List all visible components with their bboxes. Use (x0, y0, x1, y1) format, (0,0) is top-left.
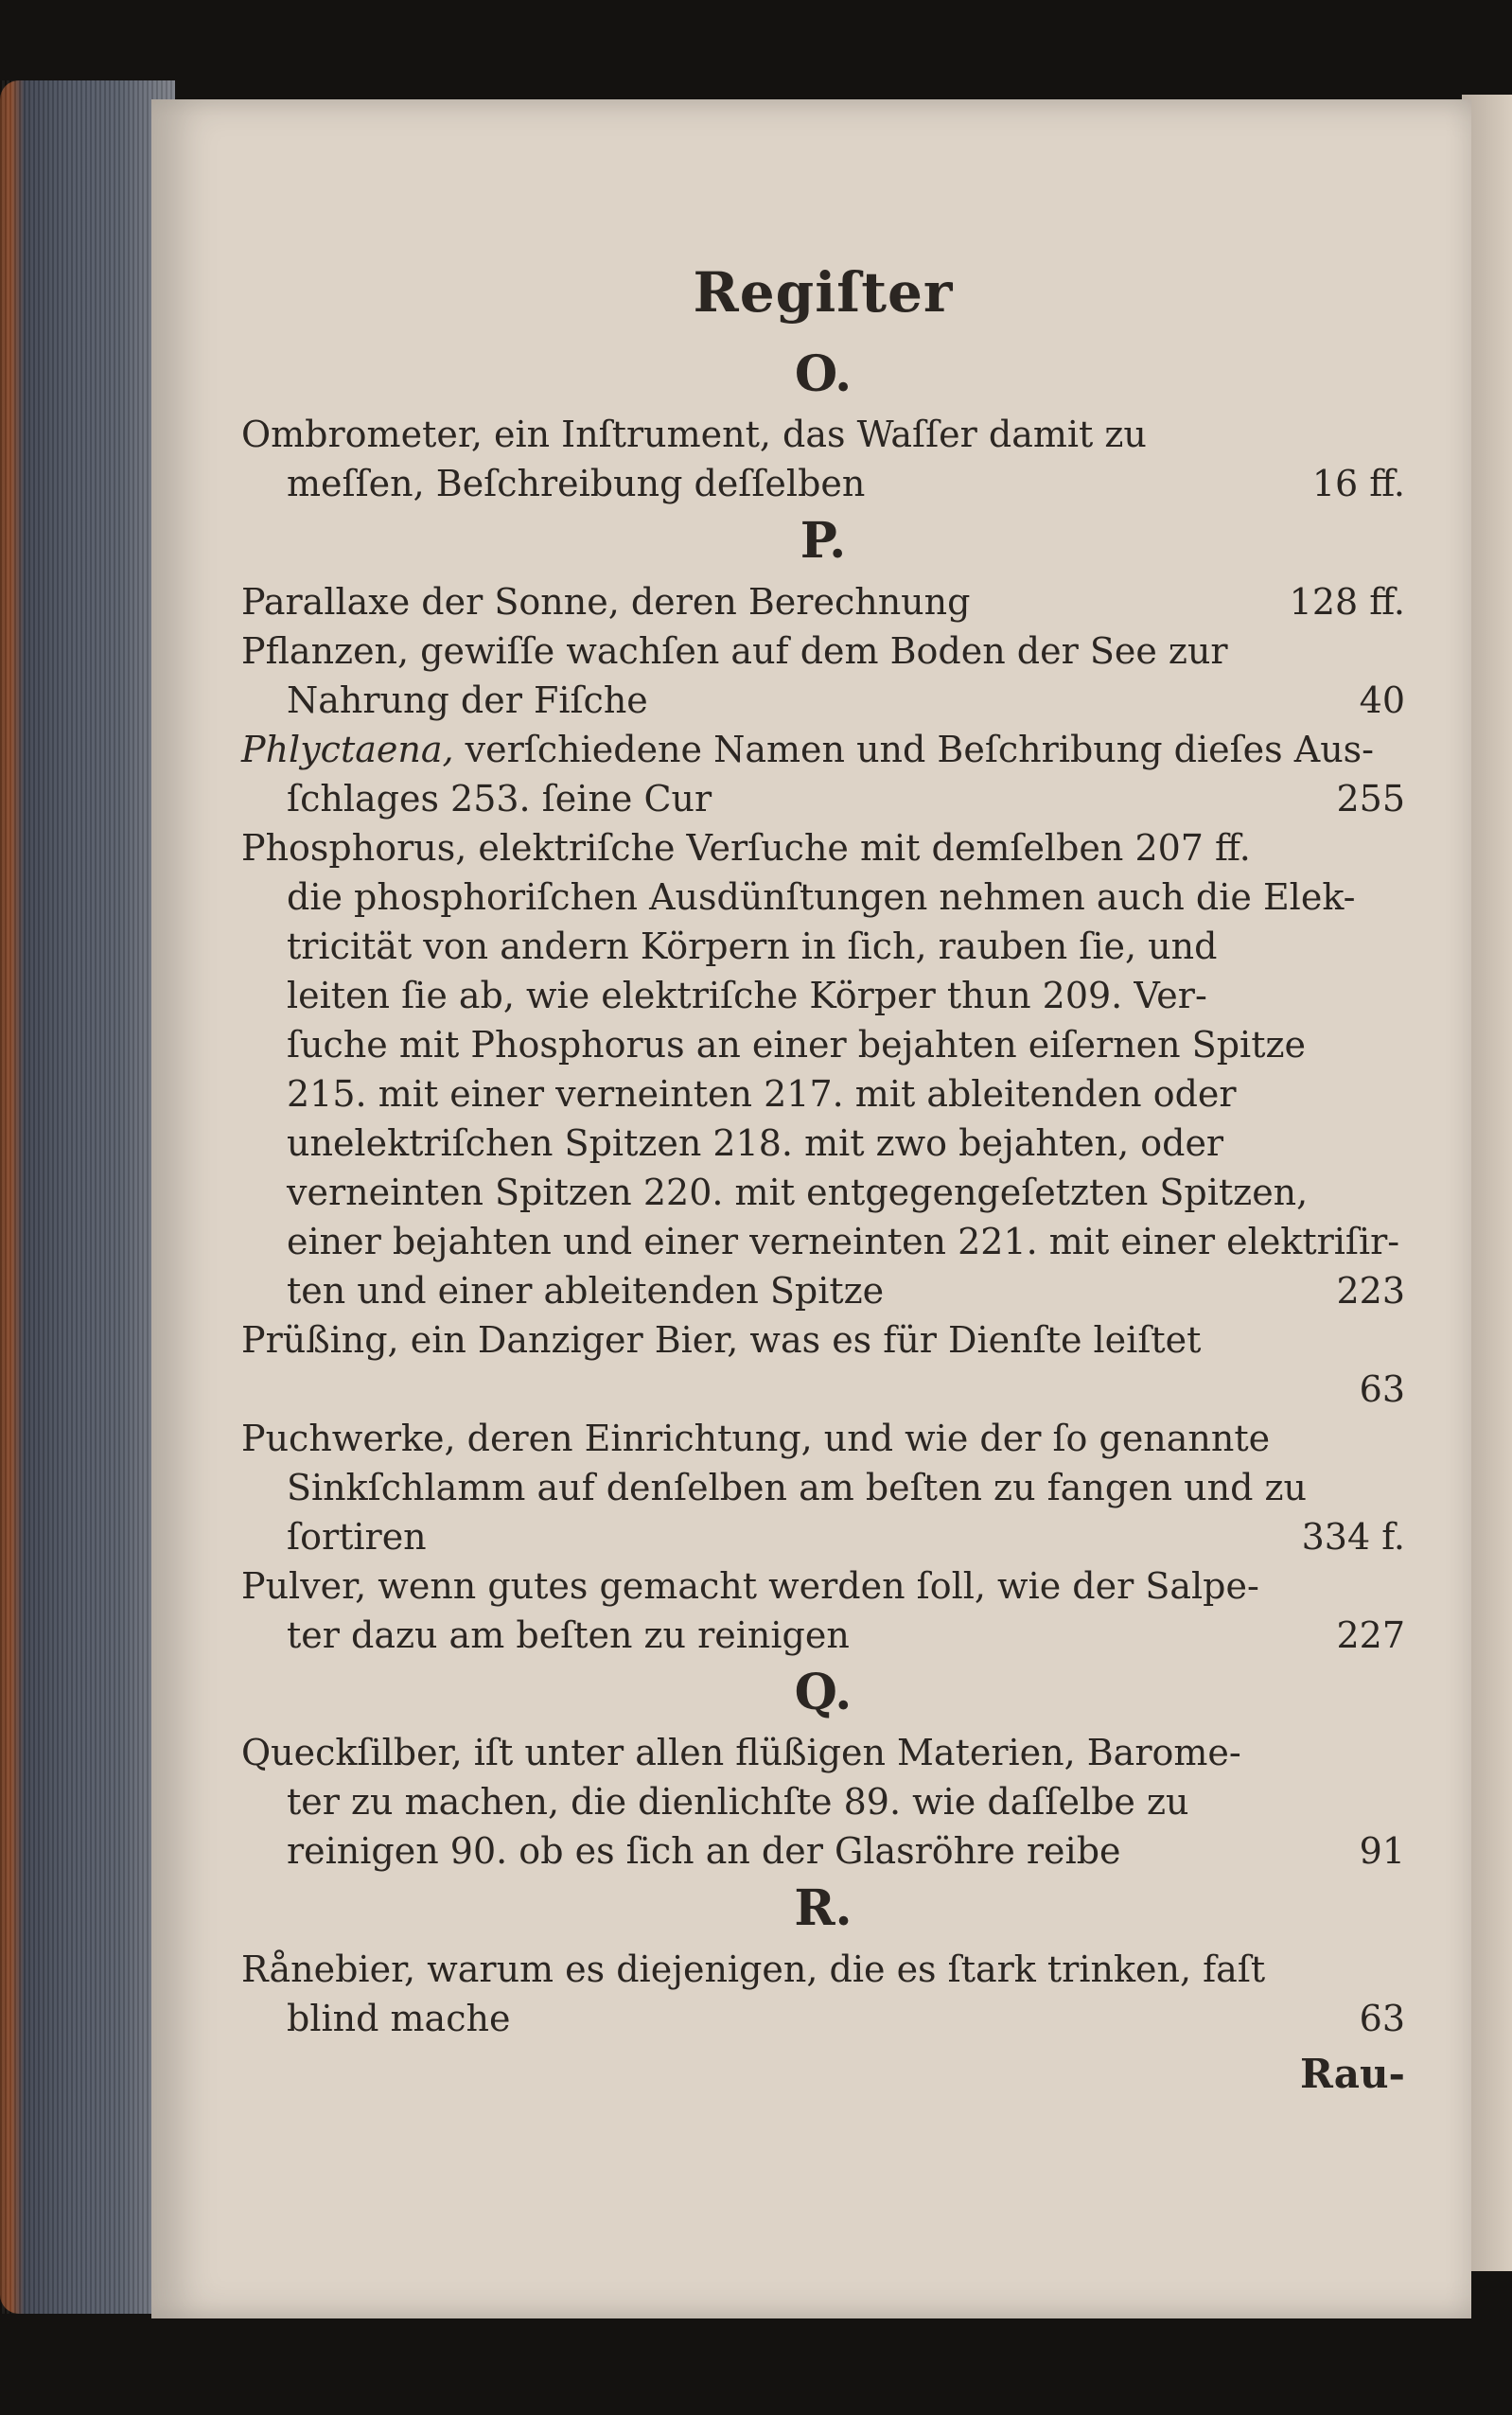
entry-line (241, 725, 1405, 774)
entry-line (241, 1119, 1405, 1168)
page-reference: 40 (1359, 679, 1405, 721)
entry-line (241, 1069, 1405, 1119)
book-edge (0, 80, 175, 2314)
entry-line (241, 1512, 1405, 1561)
entry-line (241, 1777, 1405, 1826)
entry-text: reinigen 90. ob es ſich an der Glasröhre reibe (287, 1830, 1121, 1873)
entry-line (241, 1365, 1405, 1414)
page-content (241, 260, 1405, 2097)
entry-text: ſortiren (287, 1515, 427, 1558)
entry-line (241, 1994, 1405, 2043)
register-entry (241, 1414, 1405, 1561)
entry-text: tricität von andern Körpern in ſich, rauben ſie, und (287, 925, 1218, 967)
entry-text: Phosphorus, elektriſche Verſuche mit demſelben 207 ff. (241, 826, 1251, 869)
entry-line (241, 1611, 1405, 1660)
entry-text: verneinten Spitzen 220. mit entgegengeſetzten Spitzen, (287, 1171, 1309, 1213)
entry-text: Pulver, wenn gutes gemacht werden ſoll, wie der Salpe- (241, 1564, 1259, 1607)
entry-text: ter zu machen, die dienlichſte 89. wie daſſelbe zu (287, 1781, 1189, 1824)
register-entry (241, 1561, 1405, 1660)
register-entry (241, 626, 1405, 725)
entry-line (241, 1217, 1405, 1266)
section-letter: R. (794, 1879, 853, 1938)
entry-line (241, 1728, 1405, 1777)
entry-line (241, 1945, 1405, 1994)
entry-line (241, 459, 1405, 508)
entry-text: ten und einer ableitenden Spitze (287, 1269, 885, 1312)
entry-line (241, 626, 1405, 676)
register-entry (241, 1728, 1405, 1876)
entry-text: Queckſilber, iſt unter allen flüßigen Materien, Barome- (241, 1732, 1241, 1774)
page-reference: 223 (1336, 1269, 1405, 1312)
entry-text: 215. mit einer verneinten 217. mit ableitenden oder (287, 1072, 1237, 1115)
entry-line (241, 1020, 1405, 1069)
section-letter: P. (800, 512, 847, 571)
entry-line (241, 922, 1405, 971)
register-entry (241, 577, 1405, 626)
entry-line (241, 1168, 1405, 1217)
entry-text: Rånebier, warum es diejenigen, die es ſtark trinken, faſt (241, 1948, 1266, 1990)
register-sections (241, 345, 1405, 2043)
register-entry (241, 725, 1405, 823)
entry-text: unelektriſchen Spitzen 218. mit zwo bejahten, oder (287, 1121, 1224, 1164)
entry-text: blind mache (287, 1997, 511, 2039)
entry-line (241, 577, 1405, 626)
entry-text: leiten ſie ab, wie elektriſche Körper thun 209. Ver- (287, 974, 1207, 1016)
register-entry (241, 823, 1405, 1315)
running-head: Regiſter (693, 260, 954, 325)
register-entry (241, 1945, 1405, 2043)
page-reference: 63 (1359, 1367, 1405, 1410)
entry-text: Pflanzen, gewiſſe wachſen auf dem Boden der See zur (241, 629, 1228, 672)
page-reference: 63 (1359, 1997, 1405, 2039)
entry-text: Puchwerke, deren Einrichtung, und wie der ſo genannte (241, 1417, 1271, 1459)
catchword: Rau- (1299, 2050, 1405, 2097)
entry-line (241, 1315, 1405, 1365)
entry-text: meſſen, Beſchreibung deſſelben (287, 463, 866, 505)
entry-text: Prüßing, ein Danziger Bier, was es für Dienſte leiſtet (241, 1318, 1202, 1361)
entry-text: ſuche mit Phosphorus an einer bejahten eiſernen Spitze (287, 1023, 1306, 1066)
entry-line (241, 823, 1405, 873)
entry-text: Phlyctaena, verſchiedene Namen und Beſchribung dieſes Aus- (241, 728, 1375, 770)
entry-line (241, 1266, 1405, 1315)
entry-text: Nahrung der Fiſche (287, 679, 648, 721)
section-letter: Q. (794, 1663, 853, 1721)
entry-line (241, 410, 1405, 459)
register-entry (241, 410, 1405, 508)
page-reference: 334 f. (1301, 1515, 1405, 1558)
entry-text: Sinkſchlamm auf denſelben am beſten zu fangen und zu (287, 1466, 1308, 1508)
entry-text: einer bejahten und einer verneinten 221. mit einer elektriſir- (287, 1220, 1400, 1262)
entry-text: Ombrometer, ein Inſtrument, das Waſſer damit zu (241, 414, 1147, 456)
entry-line (241, 1463, 1405, 1512)
entry-line (241, 774, 1405, 823)
entry-line (241, 1826, 1405, 1876)
entry-text: die phosphoriſchen Ausdünſtungen nehmen auch die Elek- (287, 875, 1356, 918)
entry-line (241, 1561, 1405, 1611)
section-letter: O. (794, 345, 853, 403)
entry-line (241, 676, 1405, 725)
page-reference: 128 ff. (1289, 580, 1405, 623)
page-reference: 91 (1359, 1830, 1405, 1873)
register-entry (241, 1315, 1405, 1414)
entry-line (241, 971, 1405, 1020)
entry-text: ſchlages 253. ſeine Cur (287, 777, 712, 820)
entry-line (241, 873, 1405, 922)
page-reference: 227 (1336, 1613, 1405, 1656)
page-reference: 16 ff. (1311, 463, 1405, 505)
entry-text: Parallaxe der Sonne, deren Berechnung (241, 580, 971, 623)
entry-text: ter dazu am beſten zu reinigen (287, 1613, 850, 1656)
page-reference: 255 (1336, 777, 1405, 820)
entry-line (241, 1414, 1405, 1463)
